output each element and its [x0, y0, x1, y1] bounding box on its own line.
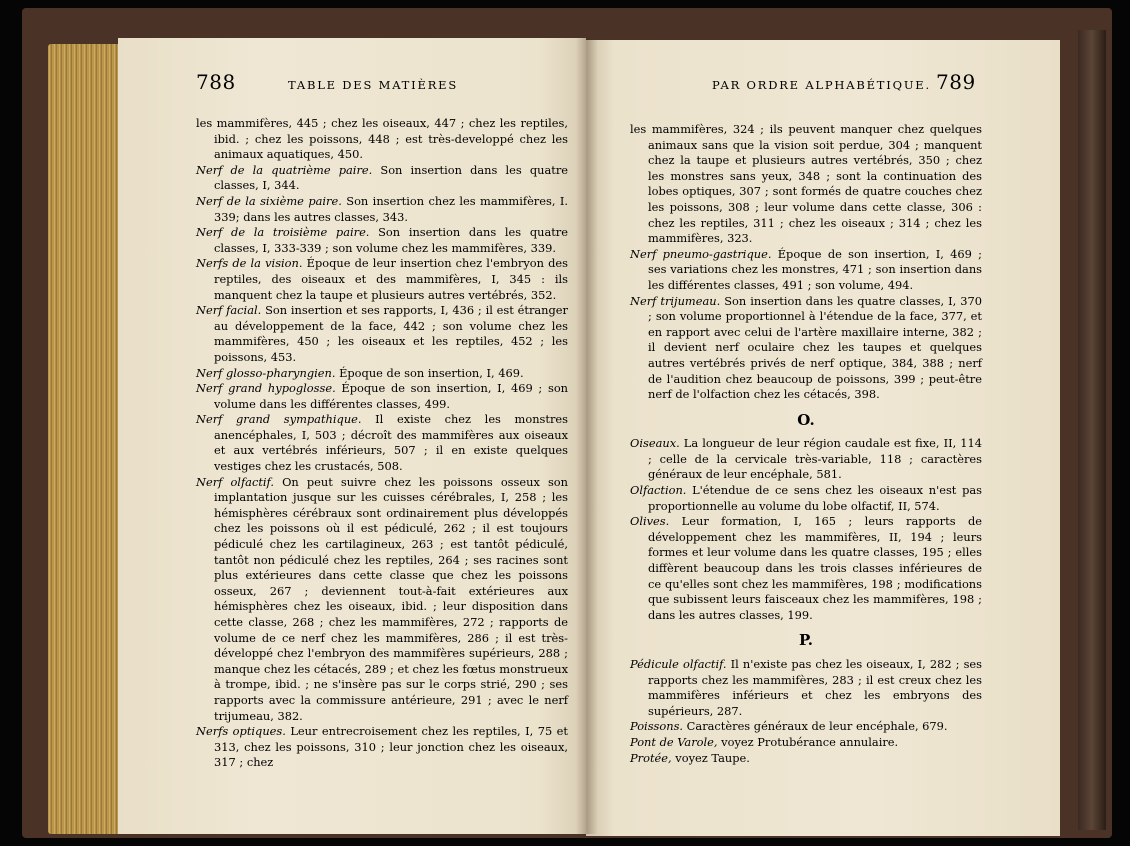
- index-entry: [630, 247, 982, 294]
- entry-heading: Nerf grand hypoglosse.: [196, 381, 336, 396]
- index-entry: [630, 294, 982, 403]
- entry-text: Son insertion dans les quatre classes, I, 333-339 ; son volume chez les mammifères, 339.: [214, 225, 568, 255]
- entry-text: Époque de son insertion, I, 469 ; son volume dans les différentes classes, 499.: [214, 381, 569, 411]
- entry-text: les mammifères, 324 ; ils peuvent manquer chez quelques animaux sans que la vision soit perdue, 304 ; manquent chez la taupe et plusieurs autres vertébrés, 350 ; chez les monstres sans yeux, 348 ; sont la continuation des lobes optiques, 307 ; sont formés de quatre couches chez les poissons, 308 ; leur volume dans cette classe, 306 : chez les reptiles, 311 ; chez les oiseaux ; 314 ; chez les mammifères, 323.: [630, 122, 982, 246]
- index-entry: [196, 256, 568, 303]
- index-entry: [196, 225, 568, 256]
- entry-heading: Nerf de la sixième paire.: [196, 193, 342, 208]
- index-entry: [630, 122, 982, 247]
- entry-text: Il n'existe pas chez les oiseaux, I, 282 ; ses rapports chez les mammifères, 283 ; il est creux chez les mammifères inférieurs et chez les embryons des supérieurs, 287.: [648, 657, 983, 718]
- right-page-number: 789: [936, 70, 976, 94]
- entry-heading: Nerf pneumo-gastrique.: [630, 246, 772, 261]
- index-entry: [196, 381, 568, 412]
- entry-heading: Nerf glosso-pharyngien.: [196, 365, 336, 380]
- entry-text: Son insertion et ses rapports, I, 436 ; il est étranger au développement de la face, 442 ; son volume chez les mammifères, 450 ; les oiseaux et les reptiles, 452 ; les poissons, 453.: [214, 303, 568, 364]
- entry-text: L'étendue de ce sens chez les oiseaux n'est pas proportionnelle au volume du lobe olfactif, II, 574.: [648, 483, 982, 513]
- entry-heading: Nerf grand sympathique.: [196, 412, 362, 427]
- left-running-title: TABLE DES MATIÈRES: [288, 78, 459, 92]
- index-entry: [196, 194, 568, 225]
- entry-text: Caractères généraux de leur encéphale, 679.: [683, 719, 948, 734]
- entry-heading: Pont de Varole,: [630, 734, 718, 749]
- entry-heading: Oiseaux.: [630, 436, 680, 451]
- entry-text: La longueur de leur région caudale est fixe, II, 114 ; celle de la cervicale très-variable, 118 ; caractères généraux de leur encéphale, 581.: [648, 436, 982, 482]
- index-entry: [196, 475, 568, 725]
- entry-text: Leur formation, I, 165 ; leurs rapports de développement chez les mammifères, II, 194 ; leurs formes et leur volume dans les quatre classes, 195 ; elles diffèrent beaucoup dans les trois classes inférieures de ce qu'elles sont chez les mammifères, 198 ; modifications que subissent leurs faisceaux chez les mammifères, 198 ; dans les autres classes, 199.: [648, 514, 982, 622]
- entry-text: Son insertion dans les quatre classes, I, 370 ; son volume proportionnel à l'étendue de la face, 377, et en rapport avec celui de l'artère maxillaire interne, 382 ; il devient nerf oculaire chez les taupes et quelques autres vertébrés privés de nerf optique, 384, 388 ; nerf de l'audition chez beaucoup de poissons, 399 ; peut-être nerf de l'olfaction chez les cétacés, 398.: [648, 293, 983, 402]
- index-entry: [630, 735, 982, 751]
- index-entry: [196, 724, 568, 771]
- entry-text: Époque de leur insertion chez l'embryon des reptiles, des oiseaux et des mammifères, I, 345 : ils manquent chez la taupe et plusieurs autres vertébrés, 352.: [214, 256, 568, 302]
- entry-text: Époque de son insertion, I, 469 ; ses variations chez les monstres, 471 ; son insertion dans les différentes classes, 491 ; son volume, 494.: [648, 246, 982, 292]
- index-entry: [196, 116, 568, 163]
- entry-heading: Nerfs de la vision.: [196, 256, 303, 271]
- entry-text: les mammifères, 445 ; chez les oiseaux, 447 ; chez les reptiles, ibid. ; chez les poissons, 448 ; est très-developpé chez les animaux aquatiques, 450.: [196, 116, 568, 162]
- entry-text: On peut suivre chez les poissons osseux son implantation jusque sur les cuisses cérébrales, I, 258 ; les hémisphères cérébraux sont ordinairement plus développés chez les poissons où il est pédiculé, 262 ; il est toujours pédiculé chez les cartilagineux, 263 ; est tantôt pédiculé, tantôt non pédiculé chez les reptiles, 264 ; ses racines sont plus extérieures dans cette classe que chez les poissons osseux, 267 ; deviennent tout-à-fait extérieures aux hémisphères chez les oiseaux, ibid. ; leur disposition dans cette classe, 268 ; chez les mammifères, 272 ; rapports de volume de ce nerf chez les mammifères, 286 ; il est très-développé chez l'embryon des mammifères supérieurs, 288 ; manque chez les cétacés, 289 ; et chez les fœtus monstrueux à trompe, ibid. ; ne s'insère pas sur le corps strié, 290 ; ses rapports avec la commissure antérieure, 291 ; avec le nerf trijumeau, 382.: [214, 474, 568, 723]
- right-running-title: PAR ORDRE ALPHABÉTIQUE.: [712, 78, 931, 92]
- entry-text: Il existe chez les monstres anencéphales, I, 503 ; décroît des mammifères aux oiseaux et aux vertébrés inférieurs, 507 ; il en existe quelques vestiges chez les crustacés, 508.: [214, 412, 568, 474]
- entry-heading: Protée,: [630, 750, 672, 765]
- entry-heading: Nerf olfactif.: [196, 474, 274, 489]
- index-entry: [630, 436, 982, 483]
- index-entry: [630, 751, 982, 767]
- index-entry: [630, 514, 982, 623]
- entry-heading: Nerf de la troisième paire.: [196, 225, 370, 240]
- entry-heading: Nerf facial.: [196, 303, 262, 318]
- index-entry: [630, 483, 982, 514]
- index-entry: [196, 366, 568, 382]
- entry-heading: Olives.: [630, 514, 670, 529]
- right-page-body: [630, 122, 982, 766]
- right-page-header: [704, 70, 994, 110]
- entry-heading: Nerf de la quatrième paire.: [196, 162, 373, 177]
- entry-heading: Nerf trijumeau.: [630, 293, 721, 308]
- index-entry: [630, 719, 982, 735]
- entry-text: Son insertion chez les mammifères, I. 339; dans les autres classes, 343.: [214, 193, 568, 224]
- book-cover-right: [1078, 30, 1106, 830]
- section-letter: P.: [798, 631, 814, 650]
- left-page-body: [196, 116, 568, 771]
- entry-heading: Olfaction.: [630, 483, 687, 498]
- book-gutter: [576, 38, 598, 834]
- section-letter: O.: [797, 410, 815, 429]
- index-entry: [196, 163, 568, 194]
- entry-text: Son insertion dans les quatre classes, I, 344.: [214, 162, 569, 193]
- entry-text: Époque de son insertion, I, 469.: [335, 365, 524, 380]
- left-page-number: 788: [196, 70, 236, 94]
- index-entry: [630, 657, 982, 719]
- entry-heading: Nerfs optiques.: [196, 724, 286, 739]
- entry-text: voyez Taupe.: [671, 750, 750, 765]
- index-entry: [196, 303, 568, 365]
- entry-text: voyez Protubérance annulaire.: [717, 734, 899, 749]
- entry-heading: Pédicule olfactif.: [630, 657, 727, 671]
- left-page-header: [196, 70, 568, 110]
- entry-heading: Poissons.: [630, 719, 684, 734]
- entry-text: Leur entrecroisement chez les reptiles, I, 75 et 313, chez les poissons, 310 ; leur jonction chez les oiseaux, 317 ; chez: [214, 724, 568, 770]
- index-entry: [196, 412, 568, 474]
